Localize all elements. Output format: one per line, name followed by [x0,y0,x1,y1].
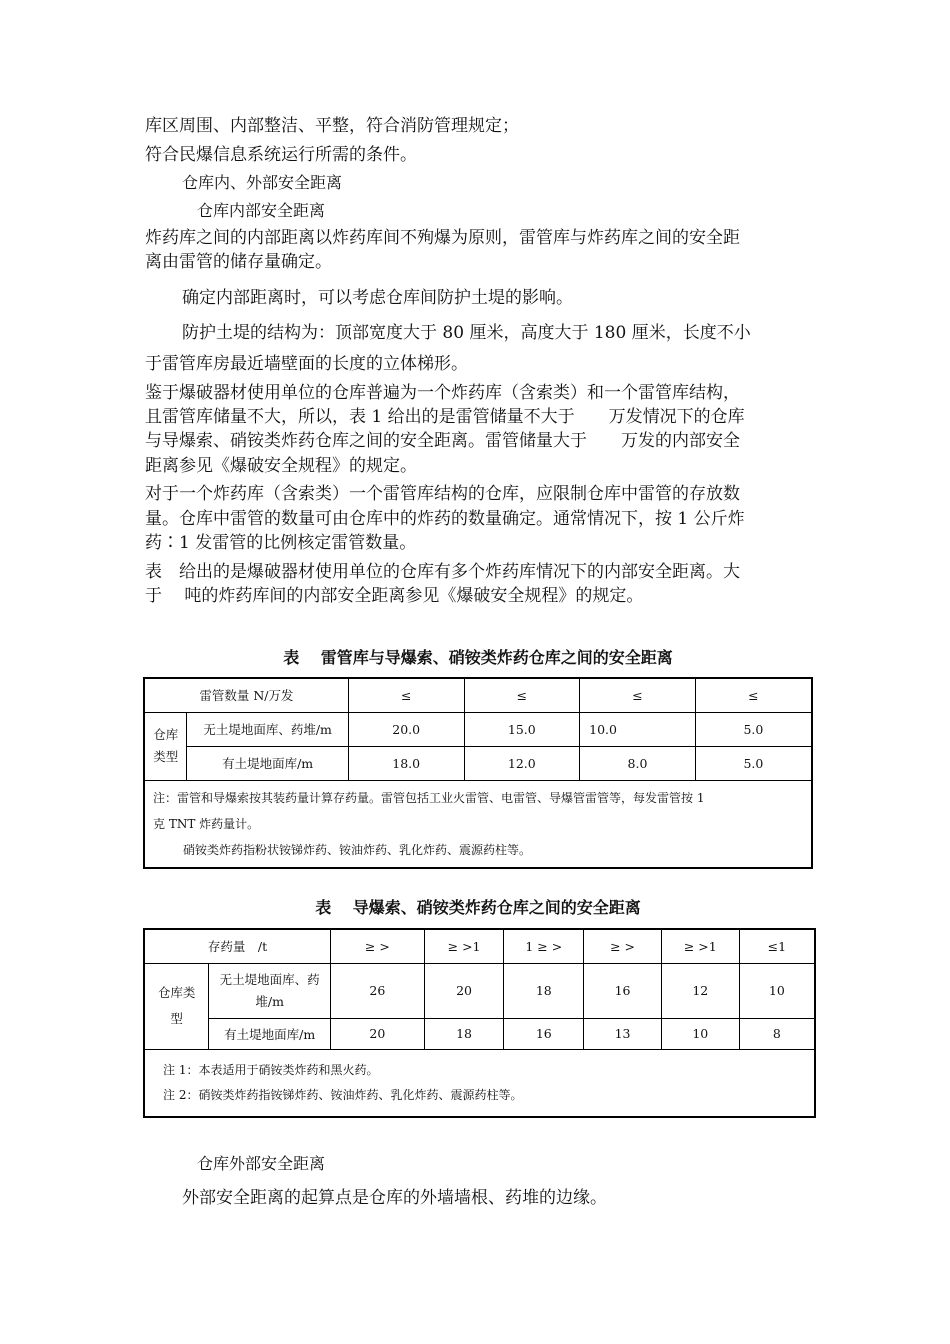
table2-col-header: ≥ >1 [661,929,739,963]
table1-caption: 表 雷管库与导爆索、硝铵类炸药仓库之间的安全距离 [283,648,673,667]
paragraph-line: 防护土堤的结构为：顶部宽度大于 80 厘米，高度大于 180 厘米，长度不小 [182,323,751,343]
table2-cell: 10 [739,963,815,1018]
subsection-heading: 仓库外部安全距离 [197,1154,326,1173]
paragraph-line: 于 吨的炸药库间的内部安全距离参见《爆破安全规程》的规定。 [145,586,644,606]
table2-note: 注 1：本表适用于硝铵类炸药和黑火药。 [163,1062,379,1077]
table1-col-header: ≤ [348,678,464,712]
table1-group-label: 仓库类型 [144,712,187,780]
table2-cell: 12 [661,963,739,1018]
paragraph-line: 且雷管库储量不大，所以，表 1 给出的是雷管储量不大于 万发情况下的仓库 [145,407,745,427]
paragraph-line: 距离参见《爆破安全规程》的规定。 [145,456,417,476]
table2-header-label: 存药量 /t [144,929,331,963]
table1-cell: 18.0 [348,746,464,780]
table1-note: 硝铵类炸药指粉状铵锑炸药、铵油炸药、乳化炸药、震源药柱等。 [183,842,532,857]
table2-row-label: 无土堤地面库、药堆/m [209,963,331,1018]
table2-cell: 20 [424,963,504,1018]
paragraph-line: 量。仓库中雷管的数量可由仓库中的炸药的数量确定。通常情况下，按 1 公斤炸 [145,509,745,529]
table2-col-header: ≤1 [739,929,815,963]
table1-cell: 10.0 [580,712,696,746]
table1-note: 注：雷管和导爆索按其装药量计算存药量。雷管包括工业火雷管、电雷管、导爆管雷管等，每发雷管按 1 [153,790,705,805]
table2-cell: 20 [331,1018,425,1049]
paragraph-line: 鉴于爆破器材使用单位的仓库普遍为一个炸药库（含索类）和一个雷管库结构， [145,383,740,403]
paragraph-line: 离由雷管的储存量确定。 [145,252,332,272]
table1-cell: 12.0 [464,746,580,780]
table2-caption: 表 导爆索、硝铵类炸药仓库之间的安全距离 [315,898,641,917]
table2-cell: 8 [739,1018,815,1049]
table2-cell: 16 [584,963,662,1018]
table2-cell: 18 [424,1018,504,1049]
table2-cell: 18 [504,963,584,1018]
paragraph-line: 于雷管库房最近墙壁面的长度的立体梯形。 [145,354,468,374]
section-heading: 仓库内、外部安全距离 [182,173,343,192]
paragraph-line: 外部安全距离的起算点是仓库的外墙墙根、药堆的边缘。 [182,1188,607,1208]
table1-cell: 5.0 [695,746,812,780]
table2-col-header: ≥ >1 [424,929,504,963]
table2-cell: 10 [661,1018,739,1049]
paragraph-line: 药∶1 发雷管的比例核定雷管数量。 [145,533,417,553]
subsection-heading: 仓库内部安全距离 [197,201,326,220]
table2-col-header: ≥ > [331,929,425,963]
table2 [143,928,816,1118]
paragraph-line: 对于一个炸药库（含索类）一个雷管库结构的仓库，应限制仓库中雷管的存放数 [145,484,740,504]
table2-cell: 26 [331,963,425,1018]
table1-notes [144,780,812,868]
paragraph-line: 确定内部距离时，可以考虑仓库间防护土堤的影响。 [182,288,573,308]
paragraph-line: 表 给出的是爆破器材使用单位的仓库有多个炸药库情况下的内部安全距离。大 [145,562,740,582]
table2-col-header: ≥ > [584,929,662,963]
table1-note: 克 TNT 炸药量计。 [153,816,260,831]
table1-row-label: 无土堤地面库、药堆/m [187,712,348,746]
table2-cell: 16 [504,1018,584,1049]
table1-cell: 5.0 [695,712,812,746]
table1-col-header: ≤ [580,678,696,712]
table2-group-label: 仓库类型 [144,963,209,1049]
paragraph-line: 库区周围、内部整洁、平整，符合消防管理规定； [145,116,519,136]
table1-cell: 8.0 [580,746,696,780]
table2-note: 注 2：硝铵类炸药指铵锑炸药、铵油炸药、乳化炸药、震源药柱等。 [163,1087,523,1102]
table2-col-header: 1 ≥ > [504,929,584,963]
paragraph-line: 与导爆索、硝铵类炸药仓库之间的安全距离。雷管储量大于 万发的内部安全 [145,431,740,451]
table1-col-header: ≤ [695,678,812,712]
table2-cell: 13 [584,1018,662,1049]
paragraph-line: 炸药库之间的内部距离以炸药库间不殉爆为原则，雷管库与炸药库之间的安全距 [145,228,740,248]
table1-header-label: 雷管数量 N/万发 [144,678,348,712]
table1 [143,677,813,869]
table1-cell: 15.0 [464,712,580,746]
table1-cell: 20.0 [348,712,464,746]
table2-row-label: 有土堤地面库/m [209,1018,331,1049]
table1-row-label: 有土堤地面库/m [187,746,348,780]
table1-col-header: ≤ [464,678,580,712]
table2-notes [144,1049,815,1117]
paragraph-line: 符合民爆信息系统运行所需的条件。 [145,145,417,165]
